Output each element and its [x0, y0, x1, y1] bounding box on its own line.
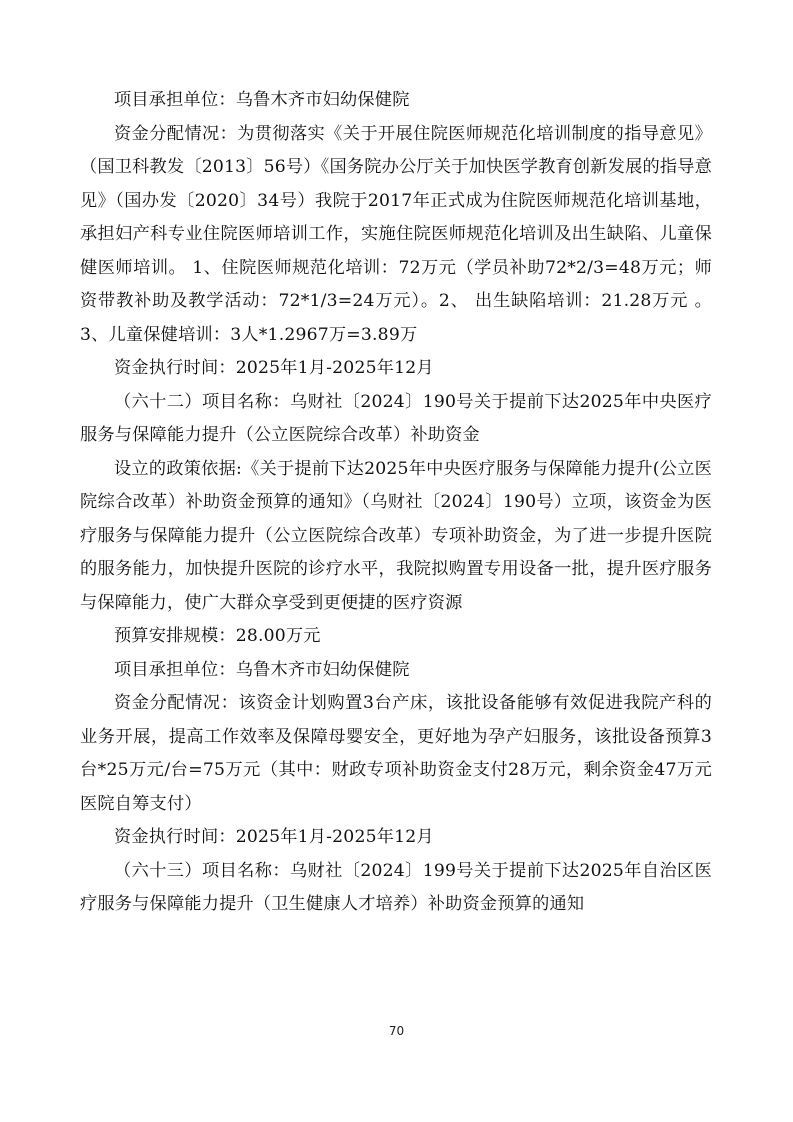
document-body: [80, 84, 712, 922]
paragraph-undertaking-unit-2: 项目承担单位：乌鲁木齐市妇幼保健院: [114, 659, 410, 680]
paragraph-undertaking-unit-1: 项目承担单位：乌鲁木齐市妇幼保健院: [114, 90, 410, 110]
paragraph-fund-allocation-1: 资金分配情况：为贯彻落实《关于开展住院医师规范化培训制度的指导意见》（国卫科教发〔2013〕56号）《国务院办公厅关于加快医学教育创新发展的指导意见》（国办发〔2020〕34号）我院于2017年正式成为住院医师规范化培训基地，承担妇产科专业住院医师培训工作，实施住院医师规范化培训及出生缺陷、儿童保健医师培训。 1、住院医师规范化培训：72万元（学员补助72*2/3=48万元；师资带教补助及教学活动：72*1/3=24万元）。2、 出生缺陷培训：21.28万元 。3、儿童保健培训：3人*1.2967万=3.89万: [80, 123, 713, 345]
paragraph-fund-allocation-2: 资金分配情况：该资金计划购置3台产床，该批设备能够有效促进我院产科的业务开展，提高工作效率及保障母婴安全，更好地为孕产妇服务，该批设备预算3台*25万元/台=75万元（其中：财政专项补助资金支付28万元，剩余资金47万元医院自筹支付）: [80, 693, 712, 814]
paragraph-project-62-title: （六十二）项目名称：乌财社〔2024〕190号关于提前下达2025年中央医疗服务与保障能力提升（公立医院综合改革）补助资金: [80, 391, 712, 445]
paragraph-policy-basis: 设立的政策依据:《关于提前下达2025年中央医疗服务与保障能力提升(公立医院综合改革）补助资金预算的通知》（乌财社〔2024〕190号）立项，该资金为医疗服务与保障能力提升（公立医院综合改革）专项补助资金，为了进一步提升医院的服务能力，加快提升医院的诊疗水平，我院拟购置专用设备一批，提升医疗服务与保障能力，使广大群众享受到更便捷的医疗资源: [80, 458, 712, 613]
paragraph-budget-scale: 预算安排规模：28.00万元: [114, 626, 321, 646]
paragraph-execution-time-1: 资金执行时间：2025年1月-2025年12月: [114, 358, 434, 378]
paragraph-execution-time-2: 资金执行时间：2025年1月-2025年12月: [114, 827, 434, 847]
page-number: 70: [388, 1024, 405, 1038]
paragraph-project-63-title: （六十三）项目名称：乌财社〔2024〕199号关于提前下达2025年自治区医疗服务与保障能力提升（卫生健康人才培养）补助资金预算的通知: [80, 860, 712, 914]
